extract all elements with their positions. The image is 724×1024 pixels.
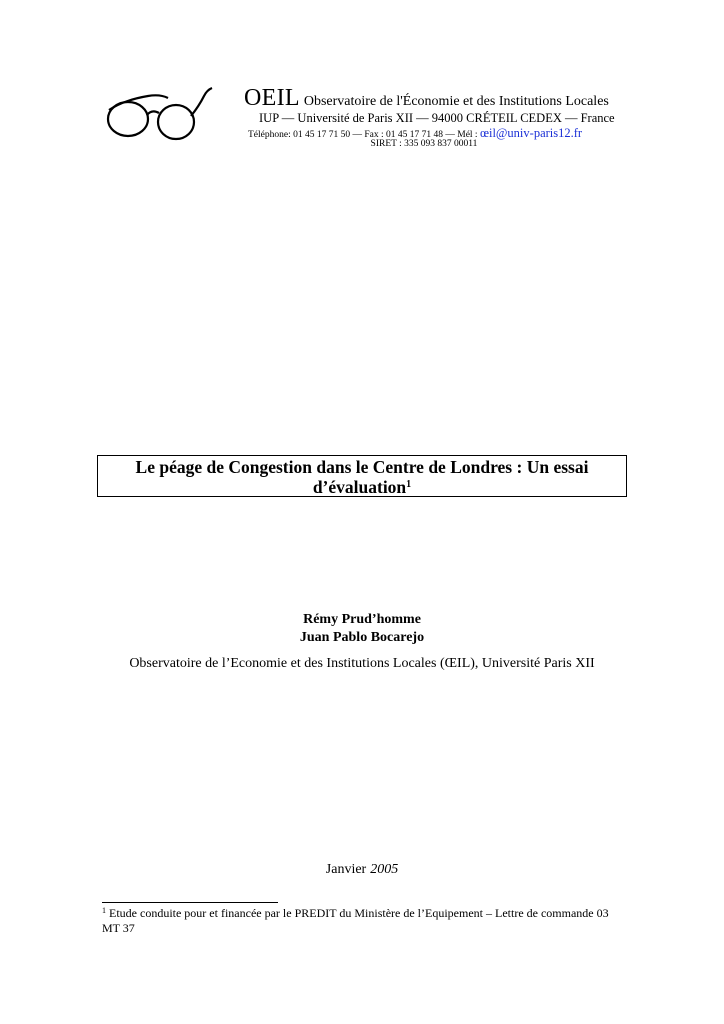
author-name: Juan Pablo Bocarejo [299,630,425,645]
org-heading [244,86,609,110]
author-name: Rémy Prud’homme [303,612,421,627]
document-title [97,455,627,497]
author-list [0,611,724,647]
publication-date [0,862,724,878]
title-line-2-text: d’évaluation [312,477,407,497]
author-affiliation: Observatoire de l’Economie et des Institutions Locales (ŒIL), Université Paris XII [129,656,595,671]
footnote-marker: 1 [102,906,106,915]
footnote-separator [102,902,278,903]
org-acronym: OEIL [244,85,300,111]
title-footnote-marker[interactable]: 1 [406,479,412,490]
date-month: Janvier [325,862,367,877]
spectacles-icon [100,84,216,146]
footnote [102,906,622,936]
org-address: IUP — Université de Paris XII — 94000 CRÉTEIL CEDEX — France [259,111,615,125]
org-full-name: Observatoire de l'Économie et des Institutions Locales [303,94,609,109]
title-line-2 [98,477,626,497]
title-line-1: Le péage de Congestion dans le Centre de Londres : Un essai [135,457,589,477]
date-year: 2005 [370,862,399,877]
footnote-text: Etude conduite pour et financée par le PREDIT du Ministère de l’Equipement – Lettre de commande 03 MT 37 [102,906,609,935]
email-link[interactable]: œil@univ-paris12.fr [479,126,583,140]
contact-phone-fax: Téléphone: 01 45 17 71 50 — Fax : 01 45 17 71 48 — Mél : [248,130,480,140]
siret-number: SIRET : 335 093 837 00011 [370,139,478,149]
